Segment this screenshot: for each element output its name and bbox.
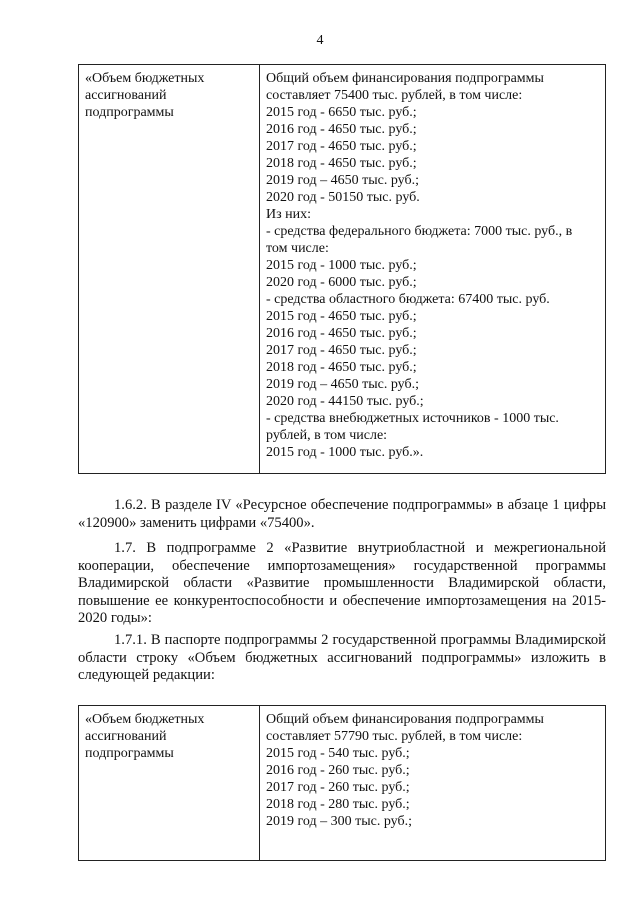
value-line: - средства областного бюджета: 67400 тыс. руб. <box>266 292 550 307</box>
value-line: 2019 год – 4650 тыс. руб.; <box>266 377 419 392</box>
value-line: 2020 год - 44150 тыс. руб.; <box>266 394 424 409</box>
value-line: 2015 год - 6650 тыс. руб.; <box>266 105 417 120</box>
value-line: 2019 год – 4650 тыс. руб.; <box>266 173 419 188</box>
page-number: 4 <box>316 33 324 48</box>
label-line: подпрограммы <box>85 746 174 761</box>
paragraph-1-6-2: 1.6.2. В разделе IV «Ресурсное обеспечение подпрограммы» в абзаце 1 цифры «120900» заменить цифрами «75400». <box>78 497 606 531</box>
value-line: Из них: <box>266 207 312 222</box>
value-line: 2016 год - 4650 тыс. руб.; <box>266 326 417 341</box>
budget-table-subprogram-1 <box>78 64 606 474</box>
value-line: 2015 год - 1000 тыс. руб.; <box>266 258 417 273</box>
value-line: 2018 год - 4650 тыс. руб.; <box>266 360 417 375</box>
value-line: 2015 год - 540 тыс. руб.; <box>266 746 410 761</box>
row-label-cell <box>79 65 260 474</box>
label-line: подпрограммы <box>85 105 174 120</box>
value-line: 2018 год - 4650 тыс. руб.; <box>266 156 417 171</box>
row-value-cell <box>260 706 606 861</box>
value-line: 2019 год – 300 тыс. руб.; <box>266 814 412 829</box>
value-line: 2020 год - 50150 тыс. руб. <box>266 190 420 205</box>
value-line: 2015 год - 1000 тыс. руб.». <box>266 445 424 460</box>
table-row <box>79 706 606 861</box>
label-line: ассигнований <box>85 729 167 744</box>
value-line: Общий объем финансирования подпрограммы <box>266 71 544 86</box>
value-line: 2017 год - 260 тыс. руб.; <box>266 780 410 795</box>
paragraph-1-7-1: 1.7.1. В паспорте подпрограммы 2 государственной программы Владимирской области строку «Объем бюджетных ассигнований подпрограммы» изложить в следующей редакции: <box>78 632 606 683</box>
row-value-cell <box>260 65 606 474</box>
table-row <box>79 65 606 474</box>
label-line: «Объем бюджетных <box>85 712 205 727</box>
row-label-cell <box>79 706 260 861</box>
value-line: 2018 год - 280 тыс. руб.; <box>266 797 410 812</box>
value-line: 2015 год - 4650 тыс. руб.; <box>266 309 417 324</box>
value-line: - средства федерального бюджета: 7000 тыс. руб., в <box>266 224 573 239</box>
label-line: ассигнований <box>85 88 167 103</box>
value-line: 2017 год - 4650 тыс. руб.; <box>266 139 417 154</box>
value-line: 2016 год - 260 тыс. руб.; <box>266 763 410 778</box>
value-line: - средства внебюджетных источников - 1000 тыс. <box>266 411 559 426</box>
value-line: том числе: <box>266 241 329 256</box>
value-line: составляет 75400 тыс. рублей, в том числе: <box>266 88 523 103</box>
label-line: «Объем бюджетных <box>85 71 205 86</box>
value-line: составляет 57790 тыс. рублей, в том числе: <box>266 729 523 744</box>
value-line: 2020 год - 6000 тыс. руб.; <box>266 275 417 290</box>
budget-table-subprogram-2 <box>78 705 606 861</box>
value-line: Общий объем финансирования подпрограммы <box>266 712 544 727</box>
value-line: рублей, в том числе: <box>266 428 388 443</box>
paragraph-1-7: 1.7. В подпрограмме 2 «Развитие внутриобластной и межрегиональной кооперации, обеспечение импортозамещения» государственной программы Владимирской области «Развитие промышленности Владимирской области, повышение ее конкурентоспособности и обеспечение импортозамещения на 2015-2020 годы»: <box>78 540 606 626</box>
value-line: 2017 год - 4650 тыс. руб.; <box>266 343 417 358</box>
value-line: 2016 год - 4650 тыс. руб.; <box>266 122 417 137</box>
